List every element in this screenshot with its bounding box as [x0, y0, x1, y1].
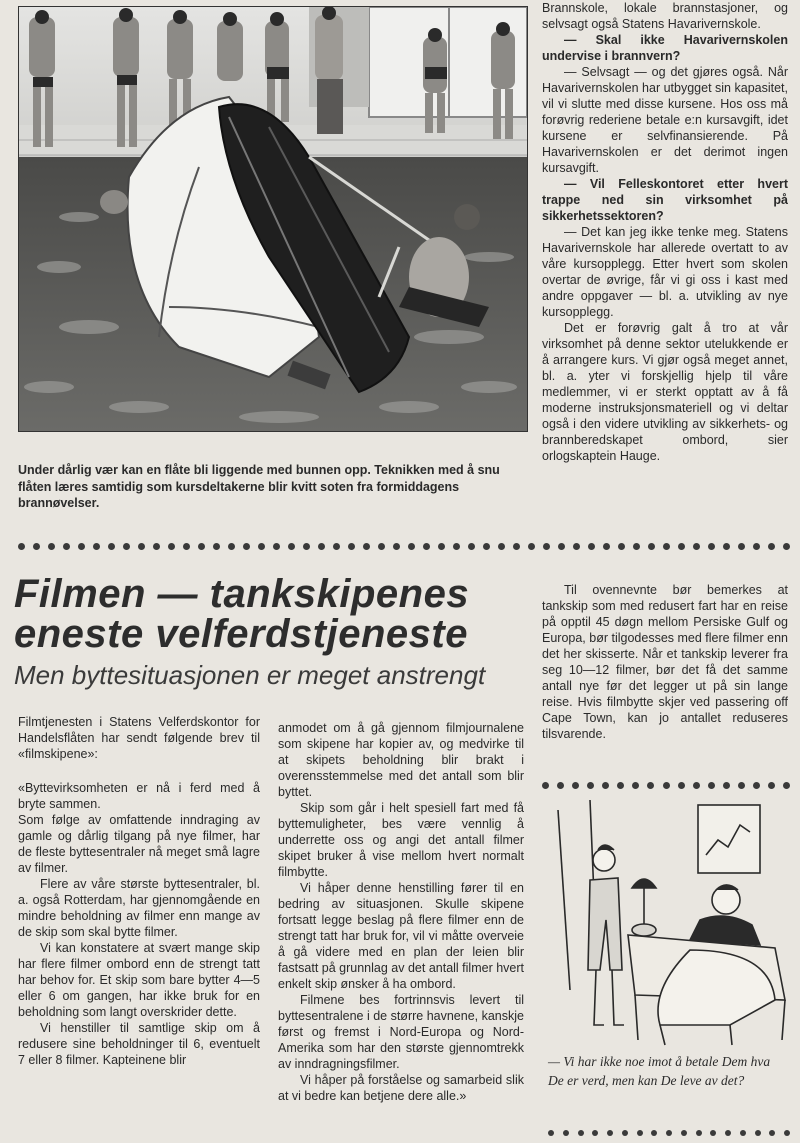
- divider-dot: [693, 782, 700, 789]
- divider-dot: [542, 782, 549, 789]
- divider-dot: [288, 543, 295, 550]
- divider-dot: [592, 1130, 598, 1136]
- divider-dot: [572, 782, 579, 789]
- divider-dot: [755, 1130, 761, 1136]
- dotted-divider-bottom: [548, 1128, 790, 1138]
- divider-dot: [348, 543, 355, 550]
- divider-dot: [768, 782, 775, 789]
- divider-dot: [513, 543, 520, 550]
- divider-dot: [710, 1130, 716, 1136]
- divider-dot: [548, 1130, 554, 1136]
- article-subheadline: Men byttesituasjonen er meget anstrengt: [14, 660, 486, 690]
- divider-dot: [138, 543, 145, 550]
- divider-dot: [558, 543, 565, 550]
- divider-dot: [617, 782, 624, 789]
- divider-dot: [258, 543, 265, 550]
- paragraph: Vi håper denne henstilling fører til en bedring av situasjonen. Skulle skipene fortsatt legge beslag på flere filmer enn de strengt tatt har bruk for, vil vi måtte overveie å gå videre med en plan der leien blir fastsatt på grunnlag av det antall filmer hvert enkelt skip ønsker å ha ombord.: [278, 881, 524, 991]
- divider-dot: [708, 543, 715, 550]
- divider-dot: [637, 1130, 643, 1136]
- article-headline: [14, 574, 534, 654]
- divider-dot: [363, 543, 370, 550]
- paragraph: — Selvsagt — og det gjøres også. Når Havarivernskolen har utbygget sin kapasitet, vil vi slutte med disse kursene. Hos oss må forøvrig rederiene betale e:n kursavgift, idet kursene er selvfinansierende. På Havarivernskolen er det derimot ingen kursavgift.: [542, 65, 788, 175]
- divider-dot: [438, 543, 445, 550]
- divider-dot: [168, 543, 175, 550]
- photo-caption: Under dårlig vær kan en flåte bli liggende med bunnen opp. Teknikken med å snu flåten læres samtidig som kursdeltakerne blir kvitt soten fra formiddagens brannøvelser.: [18, 463, 500, 510]
- paragraph: Skip som går i helt spesiell fart med få byttemuligheter, bes være vennlig å underrette oss og angi det antall filmer skipet bruker å vise mellom hvert normalt filmbytte.: [278, 801, 524, 879]
- paragraph: anmodet om å gå gjennom filmjournalene som skipene har kopier av, og medvirke til at skipets beholdning blir brakt i overensstemmelse med det antall som blir byttet.: [278, 721, 524, 799]
- paragraph: Vi håper på forståelse og samarbeid slik at vi bedre kan betjene dere alle.»: [278, 1073, 524, 1103]
- raft-training-photo: [18, 6, 528, 432]
- divider-dot: [48, 543, 55, 550]
- divider-dot: [663, 782, 670, 789]
- divider-dot: [393, 543, 400, 550]
- divider-dot: [318, 543, 325, 550]
- divider-dot: [618, 543, 625, 550]
- headline-line-1: Filmen — tankskipenes: [14, 572, 470, 616]
- dotted-divider-right: [542, 779, 790, 791]
- divider-dot: [378, 543, 385, 550]
- paragraph: Til ovennevnte bør bemerkes at tankskip som med redusert fart har en reise på opptil 45 døgn mellom Persiske Gulf og Europa, bør tilgodesses med flere filmer enn det her skisserte. Når et tankskip leverer fra seg 10—12 filmer, bør det få det samme antall nye før det legger ut på sin lange reise. Hvis filmbytte skjer ved passering off Cape Town, kan jo antallet reduseres tilsvarende.: [542, 583, 788, 741]
- divider-dot: [498, 543, 505, 550]
- divider-dot: [303, 543, 310, 550]
- divider-dot: [678, 782, 685, 789]
- divider-dot: [483, 543, 490, 550]
- divider-dot: [738, 543, 745, 550]
- divider-dot: [198, 543, 205, 550]
- divider-dot: [557, 782, 564, 789]
- divider-dot: [33, 543, 40, 550]
- divider-dot: [602, 782, 609, 789]
- divider-dot: [528, 543, 535, 550]
- divider-dot: [647, 782, 654, 789]
- divider-dot: [678, 543, 685, 550]
- divider-dot: [423, 543, 430, 550]
- divider-dot: [768, 543, 775, 550]
- divider-dot: [587, 782, 594, 789]
- divider-dot: [333, 543, 340, 550]
- divider-dot: [408, 543, 415, 550]
- divider-dot: [468, 543, 475, 550]
- interview-continuation: [542, 0, 788, 464]
- divider-dot: [753, 543, 760, 550]
- office-cartoon: [540, 800, 790, 1048]
- divider-dot: [725, 1130, 731, 1136]
- divider-dot: [632, 782, 639, 789]
- divider-dot: [633, 543, 640, 550]
- divider-dot: [723, 543, 730, 550]
- paragraph: — Det kan jeg ikke tenke meg. Statens Havarivernskole har allerede overtatt to av våre kursopplegg. Etter hvert som skolen overtar de øvrige, får vi gi oss i kast med andre oppgaver — bl. a. utvikling av nye kursopplegg.: [542, 225, 788, 319]
- paragraph: — Vil Felleskontoret etter hvert trappe ned sin virksomhet på sikkerhetssektoren?: [542, 177, 788, 223]
- article-column-2: [278, 720, 524, 1104]
- divider-dot: [783, 782, 790, 789]
- divider-dot: [153, 543, 160, 550]
- divider-dot: [784, 1130, 790, 1136]
- divider-dot: [753, 782, 760, 789]
- dotted-divider: [18, 540, 790, 552]
- divider-dot: [573, 543, 580, 550]
- paragraph: Som følge av omfattende inndraging av gamle og dårlig tilgang på nye filmer, har de fleste byttesentraler nå meget små lagre av filmer.: [18, 813, 260, 875]
- divider-dot: [213, 543, 220, 550]
- paragraph: «Byttevirksomheten er nå i ferd med å bryte sammen.: [18, 781, 260, 811]
- cartoon-caption: — Vi har ikke noe imot å betale Dem hva De er verd, men kan De leve av det?: [548, 1054, 771, 1088]
- divider-dot: [108, 543, 115, 550]
- divider-dot: [563, 1130, 569, 1136]
- divider-dot: [648, 543, 655, 550]
- paragraph: Vi kan konstatere at svært mange skip har flere filmer ombord enn de strengt tatt har behov for. Et skip som bare bytter 4—5 eller 6 om gangen, har ikke bruk for en beholdning som langt overskrider dette.: [18, 941, 260, 1019]
- paragraph: — Skal ikke Havarivernskolen undervise i brannvern?: [542, 33, 788, 63]
- divider-dot: [543, 543, 550, 550]
- paragraph: Filmtjenesten i Statens Velferdskontor for Handelsflåten har sendt følgende brev til «filmskipene»:: [18, 715, 260, 761]
- divider-dot: [651, 1130, 657, 1136]
- divider-dot: [663, 543, 670, 550]
- divider-dot: [693, 543, 700, 550]
- divider-dot: [588, 543, 595, 550]
- paragraph: Brannskole, lokale brannstasjoner, og selvsagt også Statens Havarivernskole.: [542, 1, 788, 31]
- divider-dot: [738, 782, 745, 789]
- divider-dot: [681, 1130, 687, 1136]
- divider-dot: [769, 1130, 775, 1136]
- divider-dot: [723, 782, 730, 789]
- divider-dot: [18, 543, 25, 550]
- divider-dot: [622, 1130, 628, 1136]
- divider-dot: [228, 543, 235, 550]
- divider-dot: [603, 543, 610, 550]
- divider-dot: [78, 543, 85, 550]
- paragraph: Det er forøvrig galt å tro at vår virksomhet på denne sektor utelukkende er å arrangere kurs. Vi gjør også meget annet, bl. a. yter vi forskjellig hjelp til våre medlemmer, vi er sterkt opptatt av å få moderne instruksjonsmateriell og vi deltar også i den videre utvikling av sikkerhets- og brannberedskapet ombord, sier orlogskaptein Hauge.: [542, 321, 788, 463]
- paragraph: Vi henstiller til samtlige skip om å redusere sine beholdninger til 6, eventuelt 7 eller 8 filmer. Kapteinene blir: [18, 1021, 260, 1067]
- headline-line-2: eneste velferdstjeneste: [14, 612, 468, 656]
- divider-dot: [783, 543, 790, 550]
- paragraph: Flere av våre største byttesentraler, bl. a. også Rotterdam, har gjennomgående en mindre beholdning av filmer enn mange av de skip som skal bytte filmer.: [18, 877, 260, 939]
- divider-dot: [243, 543, 250, 550]
- article-column-1: [18, 714, 260, 1068]
- divider-dot: [696, 1130, 702, 1136]
- divider-dot: [740, 1130, 746, 1136]
- paragraph: Filmene bes fortrinnsvis levert til byttesentralene i de større havnene, kanskje først og fremst i Nord-Europa og Nord-Amerika som har den største gjennomtrekk av inndragningsfilmer.: [278, 993, 524, 1071]
- divider-dot: [273, 543, 280, 550]
- divider-dot: [453, 543, 460, 550]
- divider-dot: [123, 543, 130, 550]
- divider-dot: [63, 543, 70, 550]
- divider-dot: [607, 1130, 613, 1136]
- divider-dot: [578, 1130, 584, 1136]
- divider-dot: [666, 1130, 672, 1136]
- divider-dot: [708, 782, 715, 789]
- divider-dot: [93, 543, 100, 550]
- divider-dot: [183, 543, 190, 550]
- article-column-3: [542, 582, 788, 742]
